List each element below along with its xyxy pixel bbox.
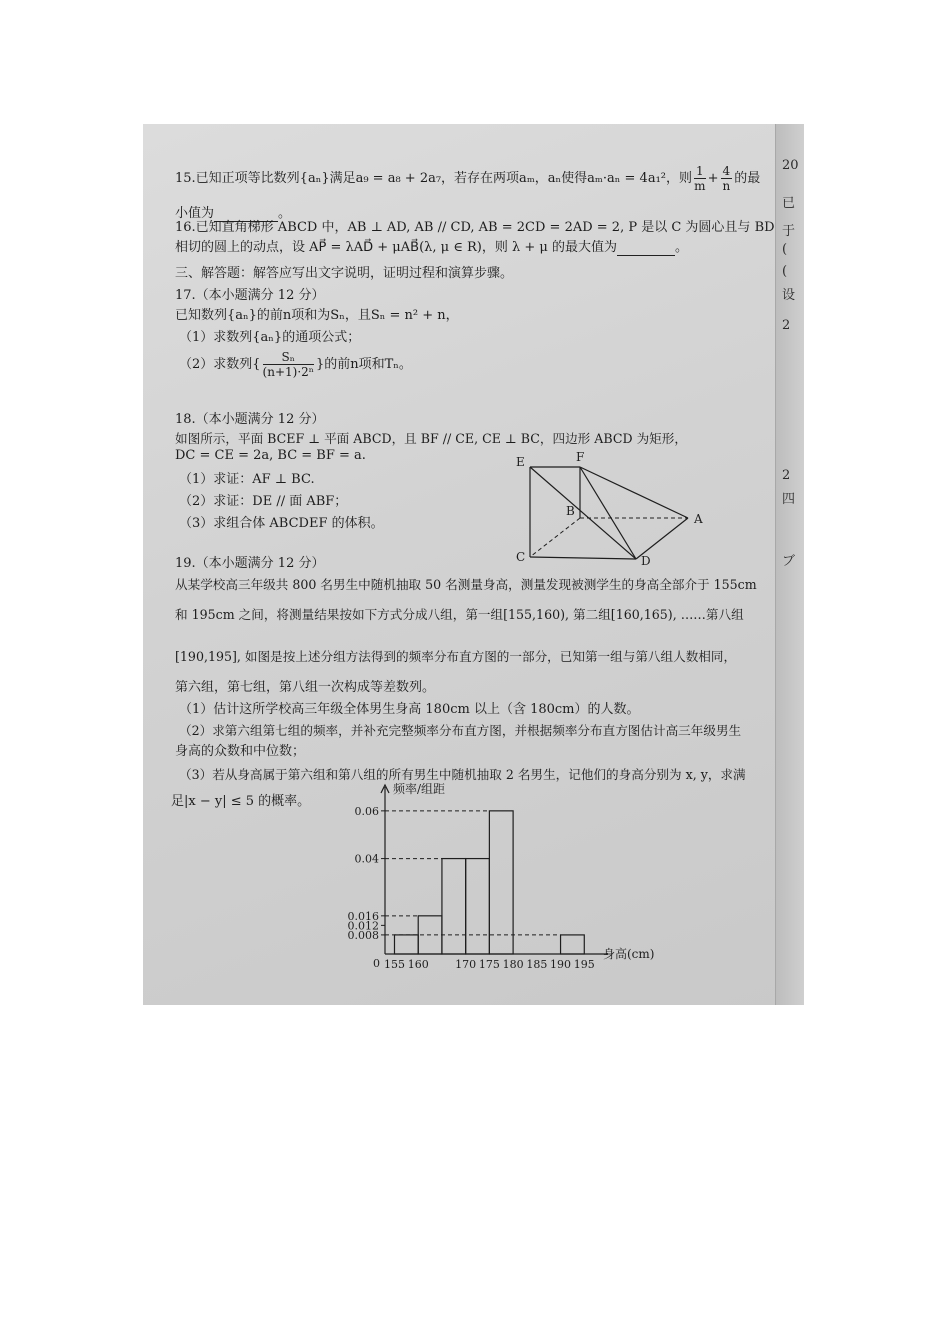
edge-fragment: ( [782, 264, 788, 279]
exam-photo [143, 124, 804, 1005]
label-E: E [516, 455, 525, 469]
q16-line1: 16.已知直角梯形 ABCD 中，AB ⊥ AD, AB // CD, AB = 2CD = 2AD = 2, P 是以 C 为圆心且与 BD [175, 220, 775, 235]
q15-line1 [175, 164, 760, 193]
q19-stem-2: 和 195cm 之间，将测量结果按如下方式分成八组，第一组[155,160), 第二组[160,165), ……第八组 [175, 607, 744, 622]
label-B: B [566, 504, 575, 518]
q18-part1: （1）求证：AF ⊥ BC. [179, 472, 315, 487]
q15-period: 。 [278, 206, 292, 221]
edge-fragment: 四 [782, 492, 796, 507]
q17-p2-pre: （2）求数列{ [179, 357, 261, 372]
frac2-num: 4 [722, 164, 731, 178]
edge-fragment: 20 [782, 158, 799, 173]
q16-period: 。 [674, 240, 688, 255]
edge-CD [530, 557, 636, 559]
origin-label: 0 [373, 957, 380, 970]
y-tick-label: 0.04 [354, 852, 379, 866]
label-A: A [694, 512, 703, 526]
histogram-bar [561, 935, 585, 954]
q19-header: 19.（本小题满分 12 分） [175, 556, 325, 571]
q15-prompt: 小值为 [175, 206, 215, 221]
q19-part1: （1）估计这所学校高三年级全体男生身高 180cm 以上（含 180cm）的人数。 [179, 702, 640, 717]
q15-fraction-1 [694, 164, 706, 193]
x-tick-label: 170 [455, 958, 477, 971]
hidden-edge-BC [530, 518, 580, 557]
x-tick-label: 155 [383, 958, 405, 971]
edge-fragment: 2 [782, 468, 791, 483]
x-tick-label: 160 [407, 958, 429, 971]
histogram-bar [466, 859, 490, 954]
histogram-bar [394, 935, 418, 954]
edge-fragment: 2 [782, 318, 791, 333]
answer-blank-16[interactable] [617, 240, 675, 256]
q19-part3-b: 足|x − y| ≤ 5 的概率。 [171, 794, 311, 809]
edge-fragment: 设 [782, 288, 796, 303]
y-axis-label: 频率/组距 [393, 782, 446, 796]
y-tick-label: 0.012 [347, 919, 379, 933]
section-3-heading: 三、解答题：解答应写出文字说明，证明过程和演算步骤。 [175, 266, 514, 281]
q17-fraction [263, 350, 314, 379]
q18-stem-1: 如图所示，平面 BCEF ⊥ 平面 ABCD，且 BF // CE, CE ⊥ BC，四边形 ABCD 为矩形， [175, 431, 687, 446]
y-tick-label: 0.008 [347, 928, 379, 942]
edge-AD [636, 518, 688, 559]
x-tick-label: 180 [502, 958, 524, 971]
histogram-bar [442, 859, 466, 954]
q17-stem: 已知数列{aₙ}的前n项和为Sₙ，且Sₙ = n² + n， [175, 308, 459, 323]
y-tick-label: 0.016 [347, 909, 379, 923]
q17-frac-den: (n+1)·2ⁿ [262, 365, 314, 379]
x-tick-label: 175 [478, 958, 500, 971]
q16-text: 相切的圆上的动点，设 AP⃗ = λAD⃗ + μAB⃗(λ, μ ∈ R)，则 λ + μ 的最大值为 [175, 240, 617, 255]
q15-fraction-2 [721, 164, 733, 193]
q17-frac-num: Sₙ [263, 350, 314, 365]
frac1-den: m [694, 179, 706, 193]
q17-p2-post: }的前n项和Tₙ。 [315, 357, 412, 372]
histogram-bar [489, 811, 513, 954]
q19-stem-1: 从某学校高三年级共 800 名男生中随机抽取 50 名测量身高，测量发现被测学生的身高全部介于 155cm [175, 577, 757, 592]
q17-part1: （1）求数列{aₙ}的通项公式； [179, 330, 361, 345]
x-axis-label: 身高(cm) [603, 947, 655, 961]
q19-part2-a: （2）求第六组第七组的频率，并补充完整频率分布直方图，并根据频率分布直方图估计高三年级男生 [179, 723, 742, 738]
q18-part3: （3）求组合体 ABCDEF 的体积。 [179, 516, 384, 531]
adjacent-page-edge [775, 124, 804, 1005]
label-C: C [516, 550, 526, 564]
edge-fragment: ( [782, 242, 788, 257]
x-tick-label: 195 [573, 958, 595, 971]
y-tick-label: 0.06 [354, 804, 379, 818]
q16-line2 [175, 236, 688, 256]
label-F: F [576, 450, 585, 464]
q19-part2-b: 身高的众数和中位数； [175, 744, 306, 759]
plus-sign: + [707, 171, 719, 186]
q18-part2: （2）求证：DE // 面 ABF； [179, 494, 348, 509]
q15-tail: 的最 [734, 171, 761, 186]
x-tick-label: 190 [550, 958, 572, 971]
x-tick-label: 185 [526, 958, 548, 971]
edge-fragment: 已 [782, 196, 796, 211]
q17-part2 [179, 350, 412, 379]
frequency-histogram [333, 779, 673, 979]
solid-figure-diagram [508, 449, 708, 567]
q19-stem-3: [190,195], 如图是按上述分组方法得到的频率分布直方图的一部分，已知第一组与第八组人数相同， [175, 649, 737, 664]
q18-header: 18.（本小题满分 12 分） [175, 412, 325, 427]
q15-text: 15.已知正项等比数列{aₙ}满足a₉ = a₈ + 2a₇，若存在两项aₘ，aₙ使得aₘ·aₙ = 4a₁²，则 [175, 171, 692, 186]
label-D: D [641, 554, 651, 567]
q18-stem-2: DC = CE = 2a, BC = BF = a. [175, 448, 366, 463]
frac2-den: n [722, 179, 731, 193]
edge-fragment: 于 [782, 224, 796, 239]
q19-stem-4: 第六组，第七组，第八组一次构成等差数列。 [175, 680, 436, 695]
q19-part3-a: （3）若从身高属于第六组和第八组的所有男生中随机抽取 2 名男生，记他们的身高分别为 x, y，求满 [179, 767, 746, 782]
edge-fragment: ブ [782, 554, 796, 569]
frac1-num: 1 [696, 164, 704, 178]
q17-header: 17.（本小题满分 12 分） [175, 288, 325, 303]
